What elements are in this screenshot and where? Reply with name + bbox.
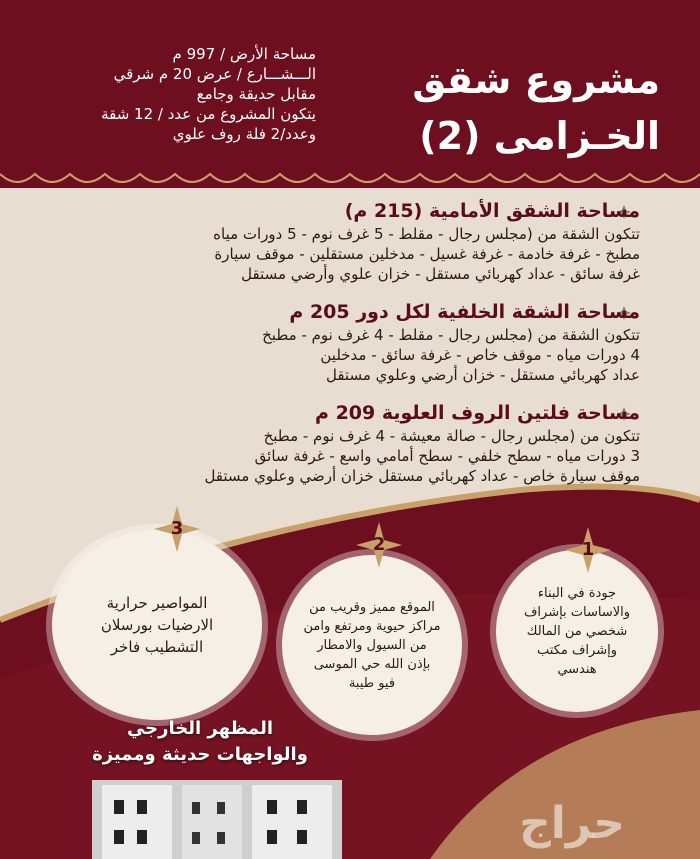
feature-line: المواصير حرارية — [106, 594, 208, 612]
feature-line: الموقع مميز وقريب من — [309, 599, 435, 615]
feature-number-1: 1 — [581, 539, 595, 560]
feature-line: بإذن الله حي الموسى — [313, 656, 431, 672]
feature-line: الارضيات بورسلان — [100, 616, 214, 634]
section-title: مساحة فلتين الروف العلوية 209 م — [315, 402, 640, 424]
section-line: 4 دورات مياه - موقف خاص - غرفة سائق - مدخلين — [320, 346, 640, 364]
section-line: مطبخ - غرفة خادمة - غرفة غسيل - مدخلين مستقلين - موقف سيارة — [214, 245, 640, 263]
info-apartments: يتكون المشروع من عدد / 12 شقة — [101, 105, 316, 123]
section-line: تتكون الشقة من (مجلس رجال - مقلط - 5 غرف نوم - 5 دورات مياه — [213, 225, 640, 243]
feature-line: التشطيب فاخر — [110, 638, 204, 656]
feature-circle-3 — [52, 530, 262, 720]
watermark-logo: حراج — [519, 798, 625, 849]
exterior-line-2: والواجهات حديثة ومميزة — [92, 744, 308, 765]
feature-line: مراكز حيوية ومرتفع وامن — [303, 618, 441, 634]
title-line-2: الخـزامى (2) — [419, 114, 660, 158]
feature-circle-2 — [282, 555, 462, 735]
section-front-apartments — [40, 198, 640, 284]
feature-line: جودة في البناء — [537, 585, 617, 601]
info-street: الـــشـــارع / عرض 20 م شرقي — [113, 65, 316, 83]
feature-number-3: 3 — [170, 518, 184, 539]
section-line: موقف سيارة خاص - عداد كهربائي مستقل خزان أرضي وعلوي مستقل — [204, 467, 640, 485]
info-villas: وعدد/2 فلة روف علوي — [172, 125, 316, 143]
section-roof-villas — [40, 400, 640, 486]
feature-line: من السيول والامطار — [317, 637, 427, 653]
feature-line: وإشراف مكتب — [536, 642, 617, 658]
feature-line: فيو طيبة — [348, 675, 396, 691]
feature-circle-1 — [496, 550, 658, 712]
section-line: تتكون الشقة من (مجلس رجال - مقلط - 4 غرف نوم - مطبخ — [262, 326, 640, 344]
exterior-line-1: المظهر الخارجي — [126, 718, 274, 739]
section-line: 3 دورات مياه - سطح خلفي - سطح أمامي واسع - غرفة سائق — [254, 447, 640, 465]
feature-number-2: 2 — [372, 534, 386, 555]
feature-line: والاساسات بإشراف — [523, 604, 631, 620]
feature-line: شخصي من المالك — [526, 623, 628, 639]
building-photo — [92, 780, 342, 859]
section-line: تتكون من (مجلس رجال - صالة معيشة - 4 غرف نوم - مطبخ — [263, 427, 640, 445]
title-line-1: مشروع شقق — [412, 58, 660, 102]
feature-line: هندسي — [557, 661, 597, 677]
exterior-heading — [60, 716, 340, 768]
project-title — [360, 52, 660, 164]
info-land-area: مساحة الأرض / 997 م — [172, 45, 316, 63]
section-title: مساحة الشقق الأمامية (215 م) — [344, 200, 640, 222]
section-back-apartments — [40, 299, 640, 385]
info-facing: مقابل حديقة وجامع — [196, 85, 316, 103]
section-line: عداد كهربائي مستقل - خزان أرضي وعلوي مستقل — [325, 366, 640, 384]
header-info — [36, 44, 316, 144]
section-line: غرفة سائق - عداد كهربائي مستقل - خزان علوي وأرضي مستقل — [241, 265, 640, 283]
section-title: مساحة الشقة الخلفية لكل دور 205 م — [289, 301, 640, 323]
